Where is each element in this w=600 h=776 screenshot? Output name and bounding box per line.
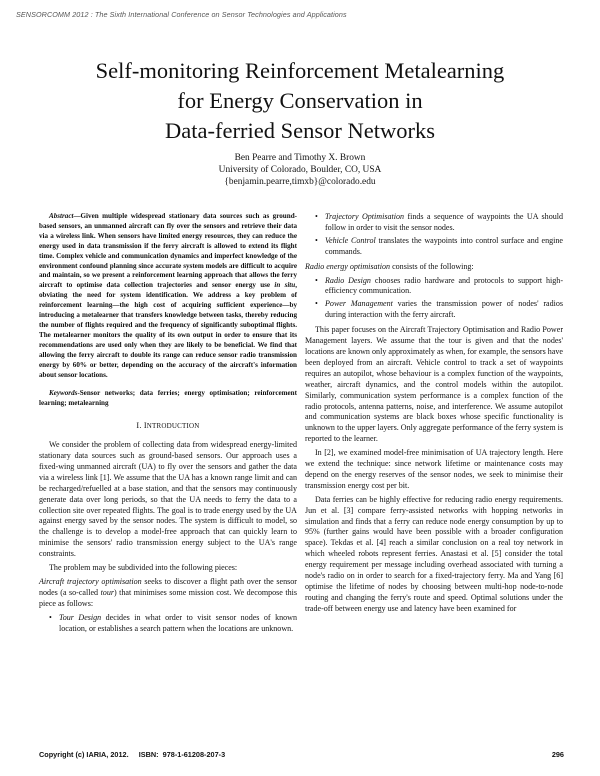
bullet-text: finds a sequence of waypoints the UA should follow in order to visit the sensor nodes. [325, 212, 564, 232]
left-column [39, 212, 297, 639]
list-item [325, 236, 563, 258]
list-item [325, 276, 563, 298]
author-names: Ben Pearre and Timothy X. Brown [234, 153, 366, 163]
bullet-list [39, 613, 297, 635]
paper-title [40, 56, 560, 146]
right-column [305, 212, 563, 618]
bullet-lead: Power Management [325, 299, 393, 309]
body-paragraph: We consider the problem of collecting data from widespread energy-limited stationary data sources such as ground-based sensors. Our approach uses a fixed-wing unmanned aircraft (UA) to fly over the sensors and gather the data via a wireless link [1]. We assume that the UA has a known range limit and can be recharged/refuelled at a base station, and that the sensors may continuously generate data over long periods, so that the UA needs to ferry the data to a collection site over repeated flights. The goal is to trade energy used by the UA against energy saved by the sensor nodes. The system is difficult to model, so the challenge is to develop a model-free approach that can quickly learn to minimise the sensors' radio transmission energy subject to the UA's range constraints. [39, 440, 297, 559]
bullet-list [305, 212, 563, 258]
running-header: SENSORCOMM 2012 : The Sixth International Conference on Sensor Technologies and Applications [16, 10, 347, 19]
body-paragraph: In [2], we examined model-free minimisation of UA trajectory length. Here we extend the technique: since network lifetime or maintenance costs may depend on the energy reserves of the sensor nodes, we seek to minimise their transmission energy cost per bit. [305, 448, 563, 490]
bullet-lead: Radio Design [325, 275, 371, 285]
list-item [325, 212, 563, 234]
bullet-lead: Trajectory Optimisation [325, 212, 405, 221]
abstract-lead: Abstract [49, 212, 74, 220]
body-paragraph [39, 577, 297, 610]
abstract-text-2: , obviating the need for system identification. We address a key problem of reinforcement learning—the high cost of acquiring sufficient experience—by introducing a metalearner that transfers knowledge between tasks, thereby reducing the number of flights required and the frequency of significantly suboptimal flights. The metalearner monitors the quality of its own output in order to ensure that its recommendations are used only when they are likely to be beneficial. We find that allowing the ferry aircraft to double its range can reduce sensor radio transmission energy by 60% or better, depending on the accuracy of the aircraft's information about sensor locations. [39, 281, 297, 379]
abstract-text: —Given multiple widespread stationary data sources such as ground-based sensors, an unmanned aircraft can fly over the sensors and retrieve their data via a wireless link. When sensors have limited energy resources, they can reduce the energy used in data transmission if the ferry aircraft is allowed to extend its flight time. Complex vehicle and communication dynamics and imperfect knowledge of the environment confound planning since accurate system models are difficult to acquire and maintain, so we present a reinforcement learning approach that allows the ferry aircraft to optimise data collection trajectories and sensor energy use [39, 212, 297, 290]
section-heading [39, 421, 297, 432]
section-first-letter: I [143, 421, 147, 431]
footer-copyright: Copyright (c) IARIA, 2012. ISBN: 978-1-61208-207-3 [39, 750, 226, 759]
bullet-lead: Vehicle Control [325, 235, 376, 245]
radio-opt-text: consists of the following: [390, 261, 474, 271]
keywords [39, 389, 297, 409]
bullet-lead: Tour Design [59, 612, 102, 622]
section-title-rest: NTRODUCTION [146, 422, 200, 431]
radio-opt-lead: Radio energy optimisation [305, 261, 391, 271]
page-footer [39, 750, 564, 759]
affiliation: University of Colorado, Boulder, CO, USA [218, 165, 382, 175]
email: {benjamin.pearre,timxb}@colorado.edu [224, 177, 376, 187]
bullet-text: varies the transmission power of nodes' radios during interaction with the ferry aircraft. [325, 299, 563, 320]
keywords-lead: Keywords [49, 389, 78, 398]
abstract-in-situ: in situ [274, 281, 296, 290]
bullet-list [305, 276, 563, 322]
aircraft-opt-lead: Aircraft trajectory optimisation [39, 577, 142, 586]
bullet-text: chooses radio hardware and protocols to support high-efficiency communication. [325, 275, 563, 296]
aircraft-opt-text-2: ) that minimises some mission cost. We decompose this piece as follows: [39, 587, 297, 608]
body-paragraph: The problem may be subdivided into the following pieces: [49, 563, 238, 573]
list-item [325, 299, 563, 321]
list-item [59, 613, 297, 635]
bullet-text: decides in what order to visit sensor nodes of known location, or establishes a search pattern when the locations are unknown. [59, 612, 297, 633]
body-paragraph [305, 262, 563, 273]
author-block [40, 152, 560, 188]
bullet-text: translates the waypoints into control surface and engine commands. [325, 235, 563, 256]
title-line: Data-ferried Sensor Networks [165, 118, 435, 143]
aircraft-opt-text: seeks to discover a flight path over the sensor nodes (a so-called [39, 577, 297, 597]
body-paragraph: Data ferries can be highly effective for reducing radio energy requirements. Jun et al. [3] compare ferry-assisted networks with hopping networks in simulation and finds that a ferry can reduce node energy consumption by up to 95% (further gains would have been possible with a broader configuration space). Tekdas et al. [4] reach a similar conclusion on a real toy network in which wheeled robots represent ferries. Anastasi et al. [5] consider the total energy requirement per message including overhead associated with turning a node's radio on in order to search for a fixed-trajectory ferry. Ma and Yang [6] optimise the lifetime of nodes by choosing between multi-hop node-to-node routing and changing the ferry's route and speed. Optimal solutions under the trade-off between energy use and latency have been examined for [305, 494, 563, 613]
title-line: for Energy Conservation in [177, 88, 423, 113]
body-paragraph: This paper focuses on the Aircraft Trajectory Optimisation and Radio Power Management layers. We assume that the tour is given and that the nodes' locations are known only approximately as when, for example, the sensors have been deployed from an aircraft. Vehicle control to track a set of waypoints requires an autopilot, whose behaviour is a complex function of the waypoints, weather, aircraft dynamics, and the control models within the autopilot. Similarly, communication system performance is a complex function of the radio protocols, antenna patterns, noise, and interference. We assume autopilot and communication systems are black boxes whose specific functionality is unknown to the upper layers. Only aggregate performance of the ferry system is reported to the learner. [305, 325, 563, 444]
section-numeral: I. [136, 421, 142, 431]
abstract [39, 212, 297, 380]
page-number: 296 [551, 750, 564, 759]
aircraft-opt-tour: tour [100, 587, 114, 597]
keywords-text: -Sensor networks; data ferries; energy optimisation; reinforcement learning; metalearning [39, 389, 297, 408]
title-line: Self-monitoring Reinforcement Metalearning [95, 58, 505, 83]
